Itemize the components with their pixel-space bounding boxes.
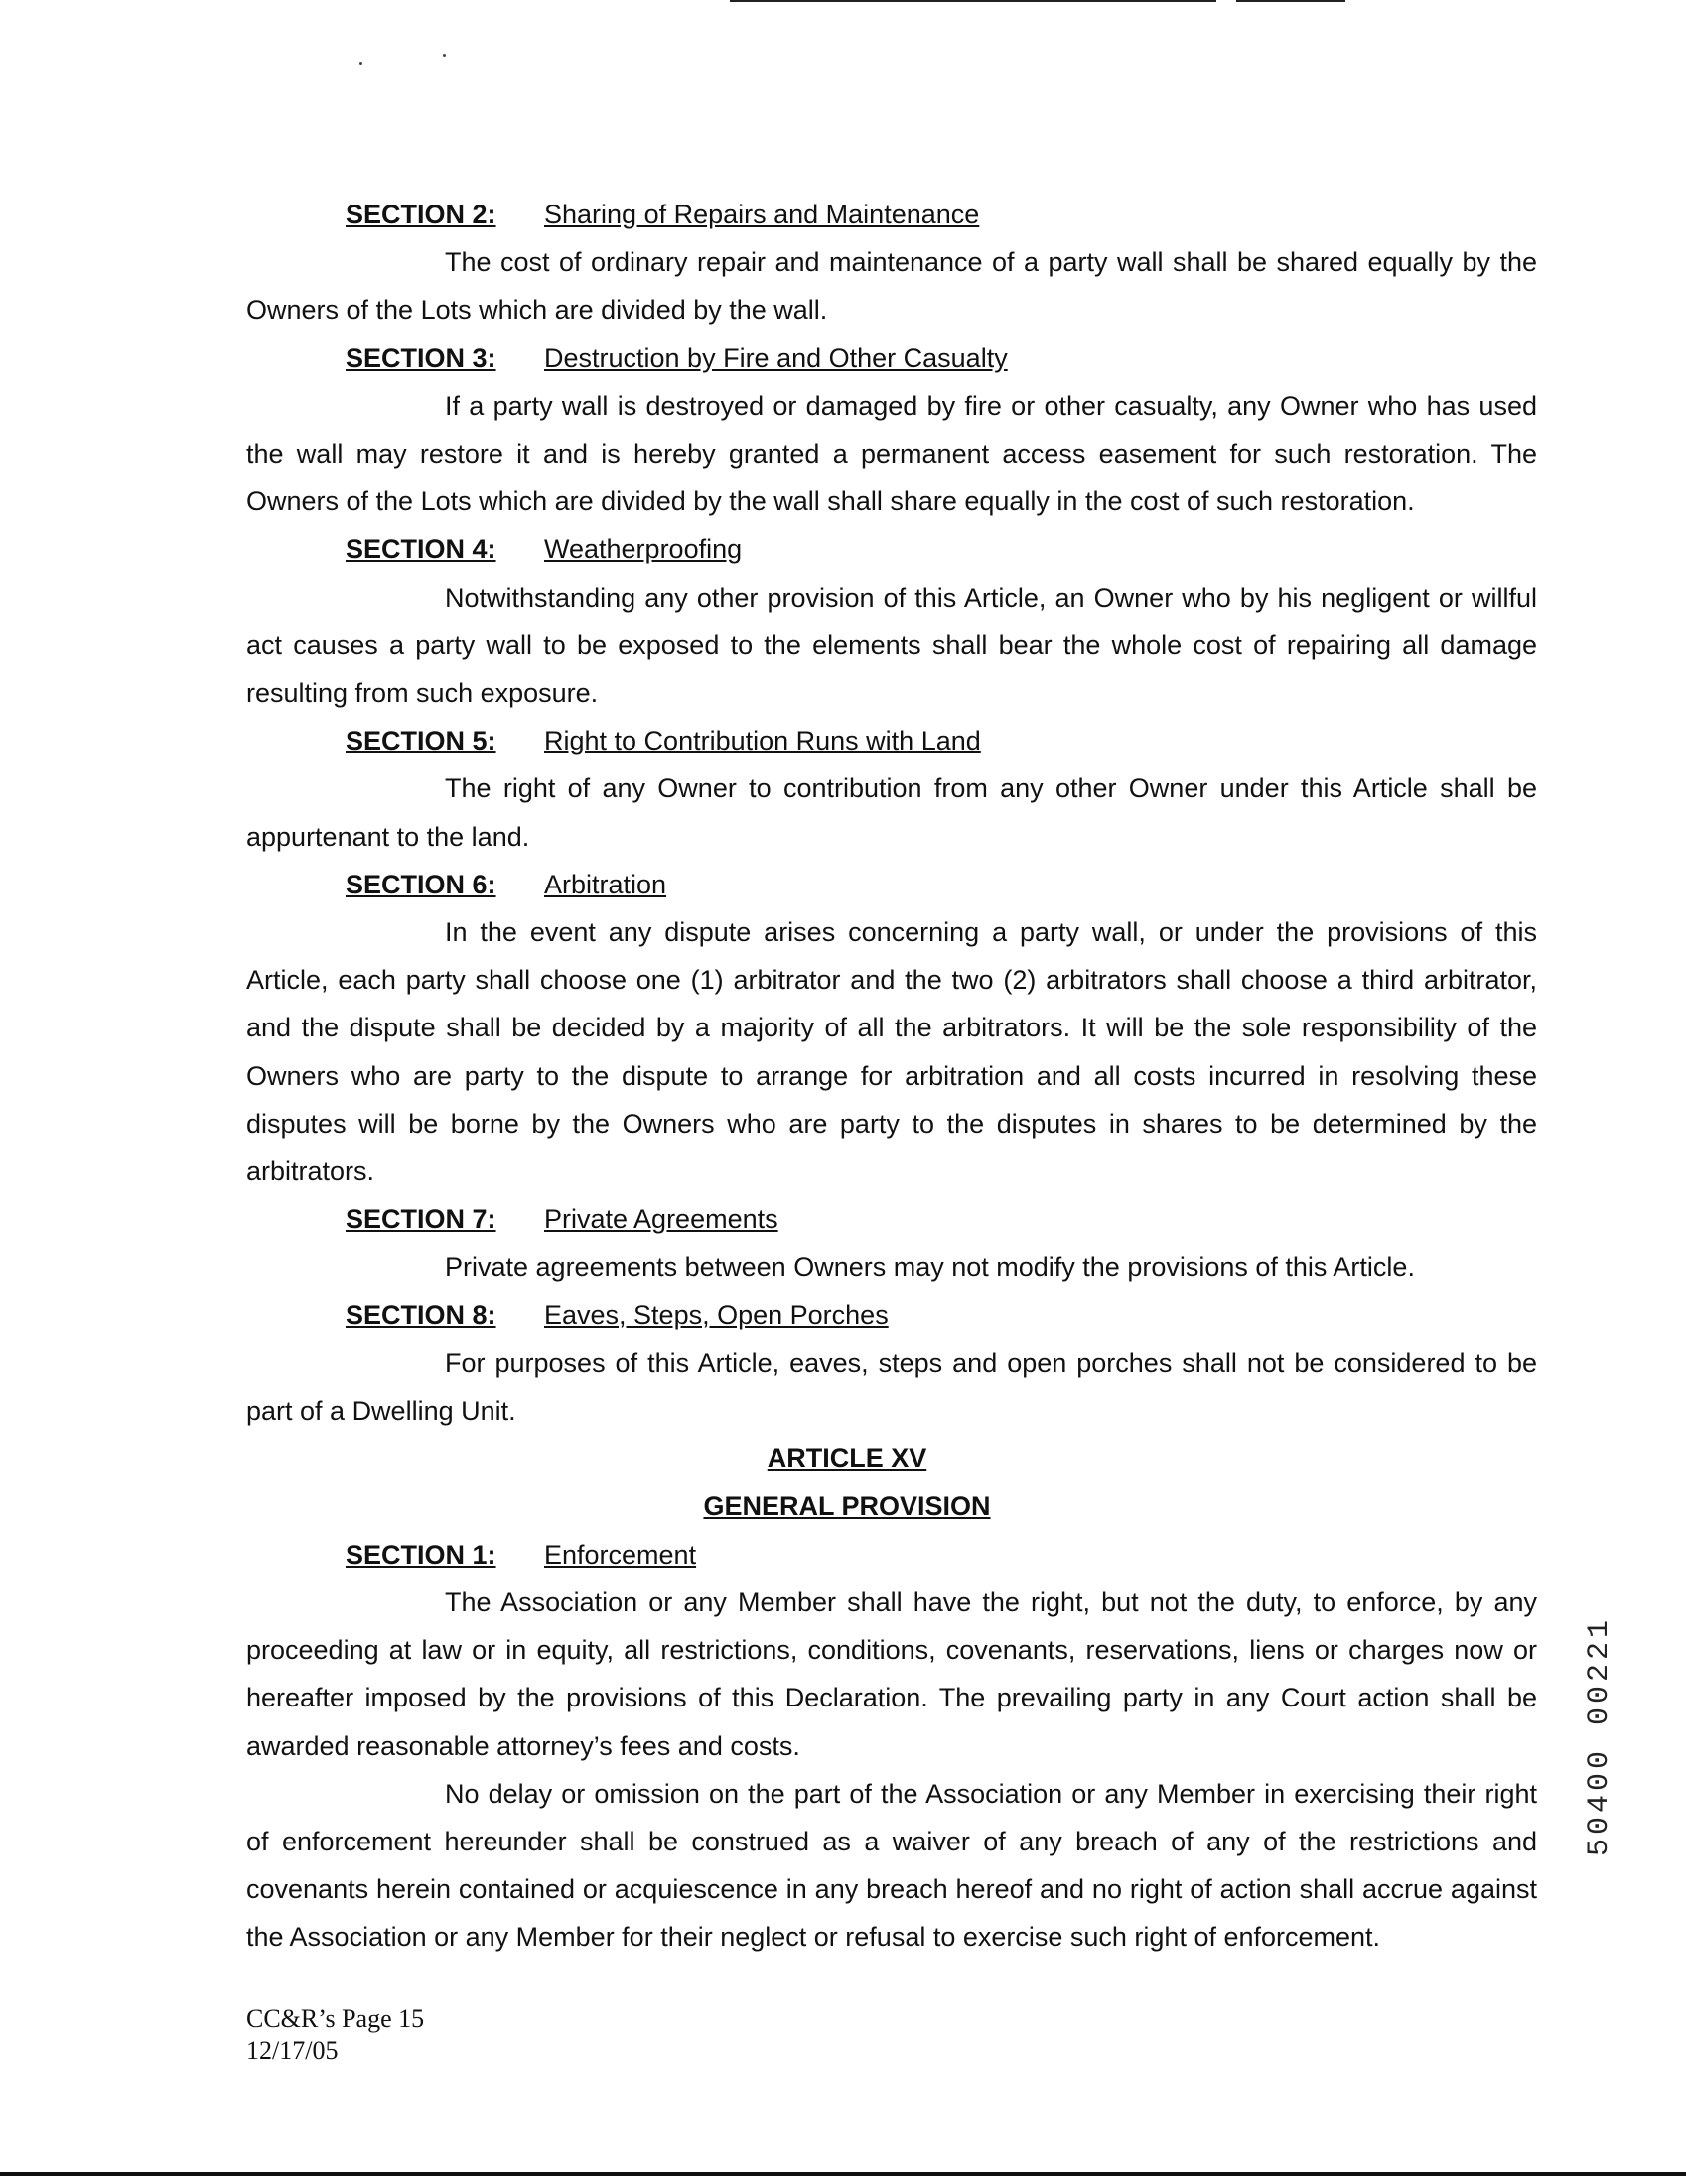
footer-date: 12/17/05 (246, 2036, 339, 2065)
section-number: SECTION 6: (346, 869, 496, 899)
section-paragraph: Notwithstanding any other provision of this Article, an Owner who by his negligent or willful act causes a party wall to be exposed to the elements shall bear the whole cost of repairing all damage resulting from such exposure. (246, 582, 1537, 709)
scan-bottom-rule (0, 2172, 1686, 2176)
section-number: SECTION 3: (346, 342, 496, 373)
section-heading (246, 525, 1537, 573)
article-section-1 (246, 1531, 1537, 1962)
section-title: Eaves, Steps, Open Porches (544, 1299, 889, 1330)
section-paragraph: If a party wall is destroyed or damaged by fire or other casualty, any Owner who has used the wall may restore it and is hereby granted a permanent access easement for such restoration. The Owners of the Lots which are divided by the wall shall share equally in the cost of such restoration. (246, 390, 1537, 517)
section-paragraph: The cost of ordinary repair and maintenance of a party wall shall be shared equally by the Owners of the Lots which are divided by the wall. (246, 247, 1537, 326)
recording-stamp: 50400 00221 (1583, 1616, 1616, 1857)
section-title: Destruction by Fire and Other Casualty (544, 342, 1008, 373)
section-paragraph: For purposes of this Article, eaves, steps and open porches shall not be considered to be part of a Dwelling Unit. (246, 1347, 1537, 1427)
section-title: Enforcement (544, 1539, 697, 1570)
section-paragraph: Private agreements between Owners may not modify the provisions of this Article. (445, 1252, 1415, 1283)
section-heading (246, 1195, 1537, 1243)
scan-speck (443, 54, 446, 57)
article-number: ARTICLE XV (767, 1443, 927, 1474)
section-3 (246, 335, 1537, 526)
section-heading (246, 191, 1537, 238)
section-2 (246, 191, 1537, 335)
section-heading (246, 1531, 1537, 1578)
section-paragraph: The right of any Owner to contribution from any other Owner under this Article shall be appurtenant to the land. (246, 773, 1537, 852)
section-heading (246, 861, 1537, 908)
section-6 (246, 861, 1537, 1195)
section-paragraph: The Association or any Member shall have the right, but not the duty, to enforce, by any proceeding at law or in equity, all restrictions, conditions, covenants, reservations, liens or charges now or hereafter imposed by the provisions of this Declaration. The prevailing party in any Court action shall be awarded reasonable attorney’s fees and costs. (246, 1586, 1537, 1761)
section-5 (246, 717, 1537, 861)
section-title: Right to Contribution Runs with Land (544, 726, 981, 756)
section-number: SECTION 8: (346, 1299, 496, 1330)
footer-page-label: CC&R’s Page 15 (246, 2004, 425, 2033)
section-number: SECTION 4: (346, 534, 496, 565)
section-heading (246, 1292, 1537, 1339)
section-7 (246, 1195, 1537, 1291)
section-title: Weatherproofing (544, 534, 743, 565)
document-body (246, 191, 1537, 1962)
scan-top-rule-short (1236, 0, 1345, 2)
section-title: Private Agreements (544, 1204, 778, 1235)
section-8 (246, 1292, 1537, 1435)
section-paragraph: In the event any dispute arises concerning a party wall, or under the provisions of this Article, each party shall choose one (1) arbitrator and the two (2) arbitrators shall choose a third arbitrator, and the dispute shall be decided by a majority of all the arbitrators. It will be the sole responsibility of the Owners who are party to the dispute to arrange for arbitration and all costs incurred in resolving these disputes will be borne by the Owners who are party to the disputes in shares to be determined by the arbitrators. (246, 917, 1537, 1187)
section-number: SECTION 1: (346, 1539, 496, 1570)
section-number: SECTION 2: (346, 200, 496, 229)
section-number: SECTION 7: (346, 1204, 496, 1235)
section-title: Sharing of Repairs and Maintenance (544, 200, 980, 229)
article-title: GENERAL PROVISION (703, 1491, 991, 1522)
section-paragraph: No delay or omission on the part of the Association or any Member in exercising their right of enforcement hereunder shall be construed as a waiver of any breach of any of the restrictions and covenants herein contained or acquiescence in any breach hereof and no right of action shall accrue against the Association or any Member for their neglect or refusal to exercise such right of enforcement. (246, 1778, 1537, 1953)
section-title: Arbitration (544, 869, 667, 899)
section-heading (246, 335, 1537, 382)
section-heading (246, 717, 1537, 764)
scan-top-rule (730, 0, 1216, 2)
section-number: SECTION 5: (346, 726, 496, 756)
section-4 (246, 525, 1537, 717)
page-footer (246, 2003, 424, 2067)
scan-speck (359, 62, 362, 65)
